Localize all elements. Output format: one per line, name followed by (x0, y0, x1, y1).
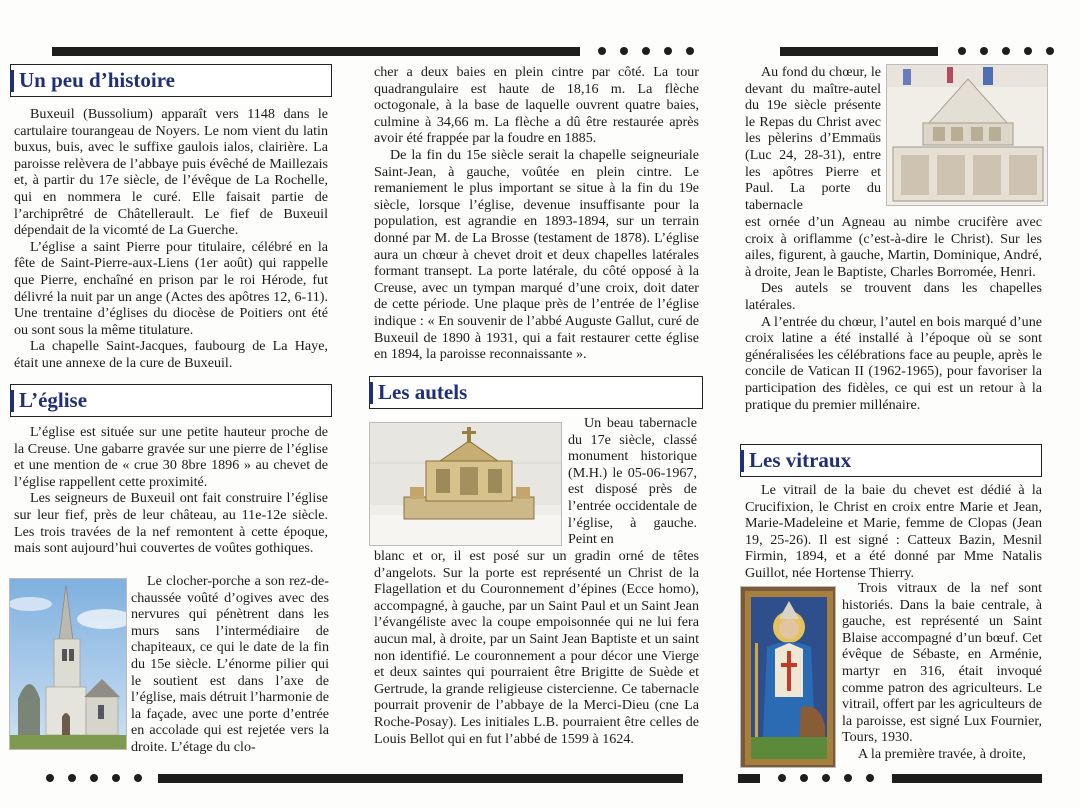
heading-autels: Les autels (369, 376, 703, 409)
histoire-para-3: La chapelle Saint-Jacques, faubourg de La Haye, était une annexe de la cure de Buxeuil. (14, 338, 328, 371)
bottom-rule-right-2 (892, 774, 1042, 783)
tabernacle-photo (369, 422, 562, 546)
bottom-rule-left (158, 774, 683, 783)
vitrail-chevet-para: Le vitrail de la baie du chevet est dédié à la Crucifixion, le Christ en croix entre Marie et Jean, Marie-Madeleine et Marie, femme de Clopas (Jean 19, 25-26). Il est signé : Catteux Bazin, Mesnil Firmin, 1894, et a été donné par Mme Natalis Guillot, née Hortense Thierry. (745, 482, 1042, 581)
top-dots-right (958, 47, 1054, 55)
tabernacle-text (568, 415, 697, 548)
tabernacle-porte-para: est ornée d’un Agneau au nimbe crucifère avec croix à oriflamme (c’est-à-dire le Christ). Sur les ailes, figurent, à gauche, Martin, Dominique, André, à droite, Jean le Baptiste, Charles Borromée, Henri. (745, 214, 1042, 280)
remaniement-para: De la fin du 15e siècle serait la chapelle seigneuriale Saint-Jean, à gauche, voûtée en plein cintre. Le remaniement le plus important se situe à la fin du 19e siècle, lorsque l’église, devenue insuffisante pour la population, est agrandie en 1893-1894, sur un terrain donné par M. de La Brosse (testament de 1878). L’église aura un chœur à chevet droit et deux chapelles latérales formant transept. La porte latérale, du côté opposé à la Creuse, avec un tympan marqué d’une croix, doit dater de cette période. Une plaque près de l’entrée de l’église indique : « En souvenir de l’abbé Auguste Gallut, curé de Buxeuil de 1890 à 1931, qui a fait restaurer cette église en 1894, la paroisse reconnaissante ». (374, 146, 699, 363)
eglise-para-2: Les seigneurs de Buxeuil ont fait construire l’église sur leur fief, près de leur château, au 11e-12e siècle. Les trois travées de la nef remontent à cette époque, mais sont aujourd’hui couvertes de voûtes gothiques. (14, 490, 328, 557)
vitraux-nef-text (842, 580, 1042, 763)
col2-block-a (374, 64, 699, 363)
choeur-para: A l’entrée du chœur, l’autel en bois marqué d’une croix latine a été installé à l’époque où se sont généralisées les célébrations face au peuple, après le concile de Vatican II (1962-1965), pour favoriser la participation des fidèles, ce qui est un retour à la pratique du premier millénaire. (745, 313, 1042, 413)
stained-glass-photo (740, 586, 836, 768)
clocher-continued-para: cher a deux baies en plein cintre par côté. La tour quadrangulaire est haute de 18,16 m. La flèche octogonale, à la base de laquelle ouvrent quatre baies, culmine à 34,66 m. La flèche a dû être restaurée après avoir été frappée par la foudre en 1885. (374, 64, 699, 147)
maitre-autel-text (745, 64, 881, 213)
tabernacle-para: Un beau tabernacle du 17e siècle, classé monument historique (M.H.) le 05-06-1967, est disposé près de l’entrée occidentale de l’église, à gauche. Peint en (568, 415, 697, 548)
premiere-travee-para: A la première travée, à droite, (858, 745, 1026, 762)
top-dots-left (598, 47, 694, 55)
maitre-autel-para: Au fond du chœur, le devant du maître-autel du 19e siècle présente le Repas du Christ avec les pèlerins d’Emmaüs (Luc 24, 28-31), entre les apôtres Pierre et Paul. La porte du tabernacle (745, 64, 881, 213)
bottom-dots-right (778, 774, 874, 782)
col3-block-b (745, 482, 1042, 582)
altar-photo (886, 64, 1048, 206)
heading-histoire: Un peu d’histoire (10, 64, 332, 97)
clocher-text (131, 573, 329, 756)
eglise-para-1: L’église est située sur une petite hauteur proche de la Creuse. Une gabarre gravée sur une pierre de l’église et une mention de « crue 30 8bre 1896 » au chevet de l’église rappellent cette proximité. (14, 424, 328, 490)
col3-block-a (745, 214, 1042, 413)
bottom-rule-right (738, 774, 760, 783)
col1-block-b (14, 424, 328, 557)
clocher-para: Le clocher-porche a son rez-de-chaussée voûté d’ogives avec des nervures qui pénètrent dans les murs sans l’intermédiaire de chapiteaux, ce qui le date de la fin du 15e siècle. L’énorme pilier qui le soutient est dans l’axe de l’église, mais détruit l’harmonie de la façade, avec une porte d’entrée en accolade qui est rejetée vers la droite. L’étage du clo- (131, 573, 329, 755)
heading-eglise: L’église (10, 384, 332, 417)
top-rule-left (52, 47, 580, 56)
histoire-para-1: Buxeuil (Bussolium) apparaît vers 1148 dans le cartulaire tourangeau de Noyers. Le nom vient du latin buxus, buis, avec le suffixe gaulois ialos, clairière. La paroisse relèvera de l’abbaye puis évêché de Maillezais et, à partir du 17e siècle, de l’évêque de La Rochelle, qui en nommera le curé. Elle faisait partie de l’archiprêtré de Châtellerault. Le fief de Buxeuil dépendait de la vicomté de La Guerche. (14, 106, 328, 239)
chapelles-para: Des autels se trouvent dans les chapelles latérales. (745, 280, 1042, 313)
bottom-dots-left (46, 774, 142, 782)
histoire-para-2: L’église a saint Pierre pour titulaire, célébré en la fête de Saint-Pierre-aux-Liens (1er août) qui rappelle que Pierre, enchaîné en prison par le roi Hérode, fut délivré la nuit par un ange (Actes des apôtres 12, 6-11). Une trentaine d’églises du diocèse de Poitiers ont été ou sont sous la même titulature. (14, 238, 328, 338)
heading-vitraux: Les vitraux (740, 444, 1042, 477)
vitraux-nef-para: Trois vitraux de la nef sont historiés. Dans la baie centrale, à gauche, est représenté un Saint Blaise accompagné d’un bœuf. Cet évêque de Sébaste, en Arménie, martyr en 316, était invoqué comme patron des agriculteurs. Le vitrail, offert par les agriculteurs de la paroisse, est signé Lux Fournier, Tours, 1930. (842, 580, 1042, 746)
col1-block-a (14, 106, 328, 372)
col2-block-b (374, 548, 699, 747)
tabernacle-continued-para: blanc et or, il est posé sur un gradin orné de têtes d’angelots. Sur la porte est représenté un Christ de la Flagellation et du Couronnement d’épines (Ecce homo), accompagné, à gauche, par un Saint Paul et un Saint Jean l’évangéliste avec la coupe empoisonnée qui ne lui fera aucun mal, à droite, par un Saint Jean Baptiste et un saint non identifié. Le couronnement a pour décor une Vierge et deux saintes qui pourraient être Brigitte de Suède et Gertrude, la grande religieuse cistercienne. Ce tabernacle pourrait provenir de l’abbaye de la Merci-Dieu (cne La Roche-Posay). Les initiales L.B. pourraient être celles de Louis Bellot qui en fut l’abbé de 1599 à 1624. (374, 548, 699, 747)
top-rule-right (780, 47, 938, 56)
church-photo (9, 578, 127, 750)
